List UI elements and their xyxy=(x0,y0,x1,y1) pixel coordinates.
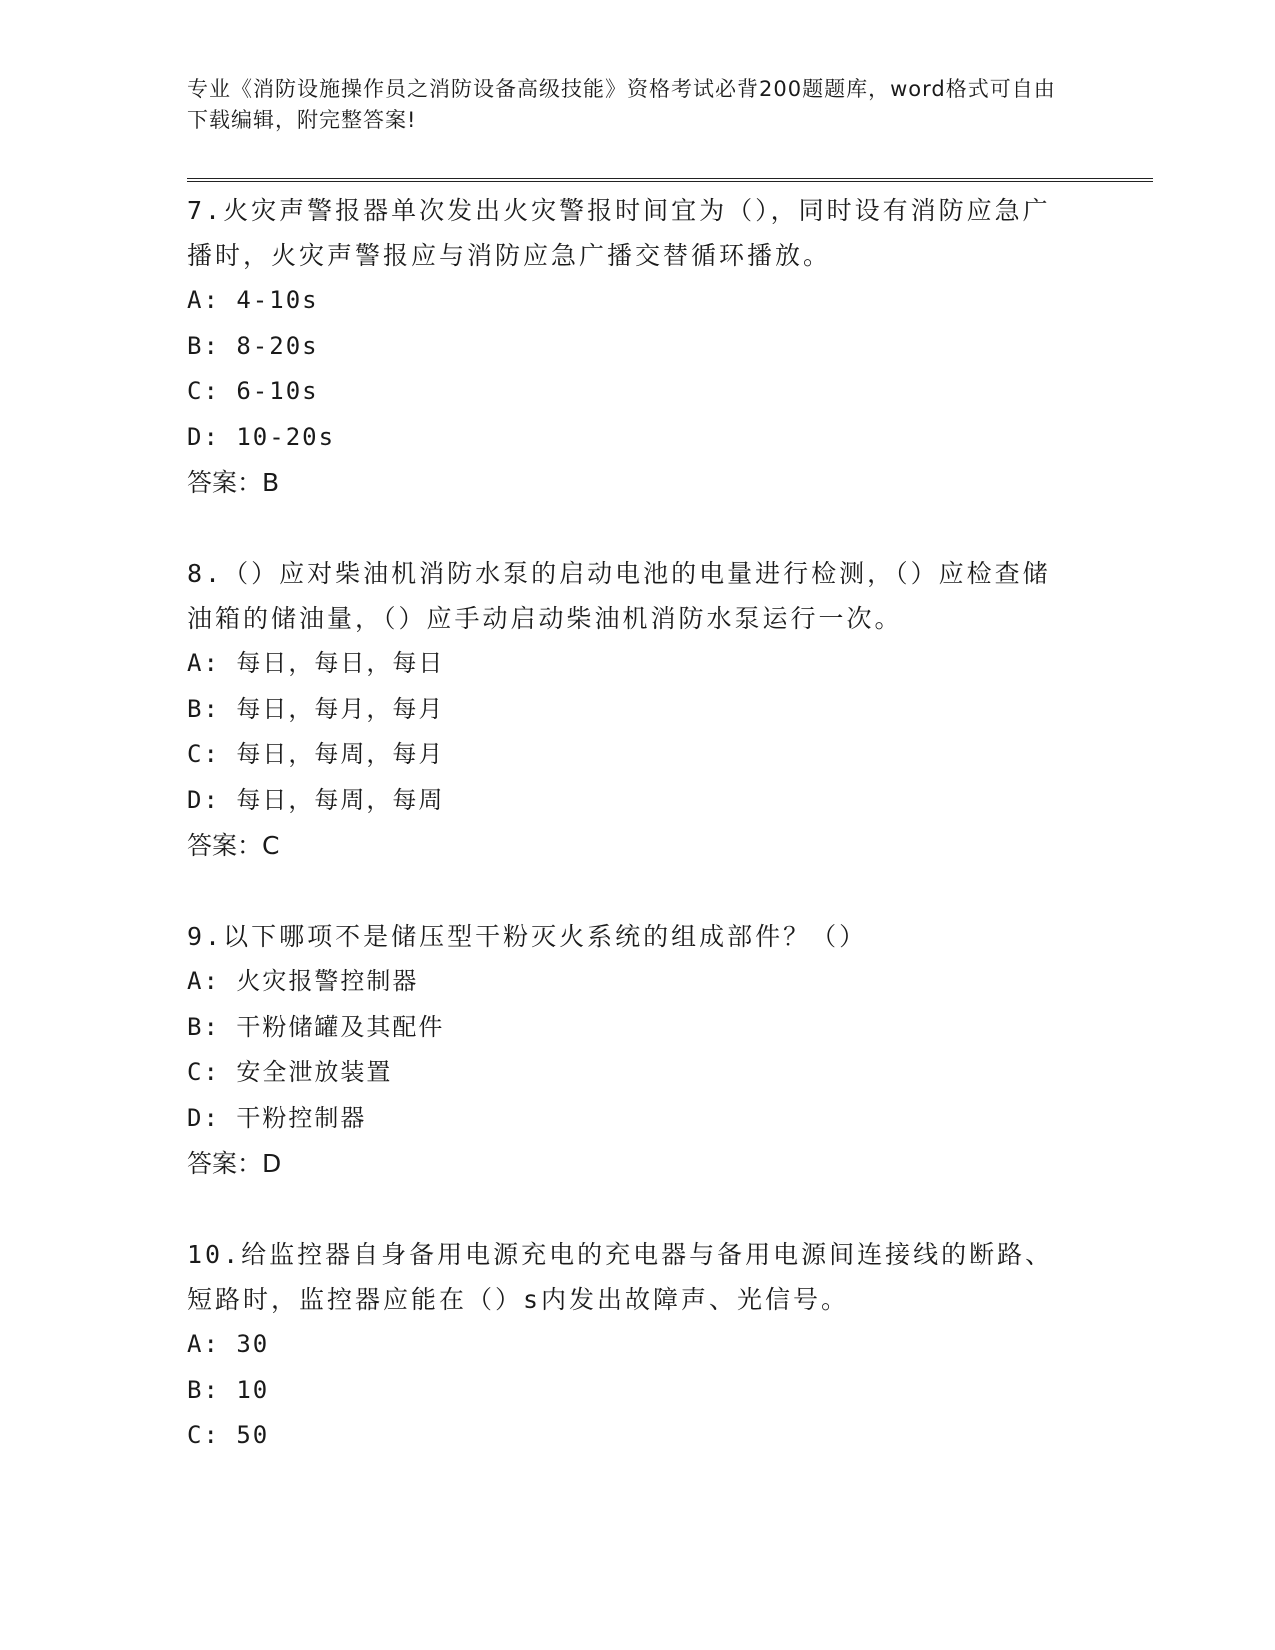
option-b: B: 干粉储罐及其配件 xyxy=(187,1012,445,1041)
option-d: D: 10-20s xyxy=(187,422,336,451)
question-stem: 8.（）应对柴油机消防水泵的启动电池的电量进行检测，（）应检查储油箱的储油量，（）应手动启动柴油机消防水泵运行一次。 xyxy=(187,559,1051,633)
option-d: D: 干粉控制器 xyxy=(187,1103,367,1132)
option-c: C: 50 xyxy=(187,1421,270,1449)
header-divider xyxy=(187,178,1153,182)
option-d: D: 每日，每周，每周 xyxy=(187,785,445,814)
option-a: A: 4-10s xyxy=(187,286,319,314)
question-stem: 9.以下哪项不是储压型干粉灭火系统的组成部件？（） xyxy=(187,922,868,951)
question-8 xyxy=(187,551,1067,868)
option-c: C: 安全泄放装置 xyxy=(187,1058,393,1086)
answer-line: 答案：C xyxy=(187,831,280,860)
option-c: C: 每日，每周，每月 xyxy=(187,740,445,768)
option-b: B: 每日，每月，每月 xyxy=(187,694,445,723)
question-10 xyxy=(187,1232,1067,1459)
question-9 xyxy=(187,914,1067,1186)
option-c: C: 6-10s xyxy=(187,377,319,405)
option-a: A: 火灾报警控制器 xyxy=(187,967,419,995)
option-b: B: 8-20s xyxy=(187,331,319,360)
question-stem: 10.给监控器自身备用电源充电的充电器与备用电源间连接线的断路、短路时，监控器应能在（）s内发出故障声、光信号。 xyxy=(187,1240,1054,1314)
option-b: B: 10 xyxy=(187,1375,270,1404)
answer-line: 答案：D xyxy=(187,1149,282,1178)
question-list xyxy=(187,188,1067,1505)
question-stem: 7.火灾声警报器单次发出火灾警报时间宜为（），同时设有消防应急广播时，火灾声警报应与消防应急广播交替循环播放。 xyxy=(187,196,1051,270)
answer-line: 答案：B xyxy=(187,468,280,497)
option-a: A: 30 xyxy=(187,1330,270,1358)
document-header: 专业《消防设施操作员之消防设备高级技能》资格考试必背200题题库，word格式可自由下载编辑，附完整答案! xyxy=(187,77,1056,132)
option-a: A: 每日，每日，每日 xyxy=(187,649,445,677)
question-7 xyxy=(187,188,1067,505)
